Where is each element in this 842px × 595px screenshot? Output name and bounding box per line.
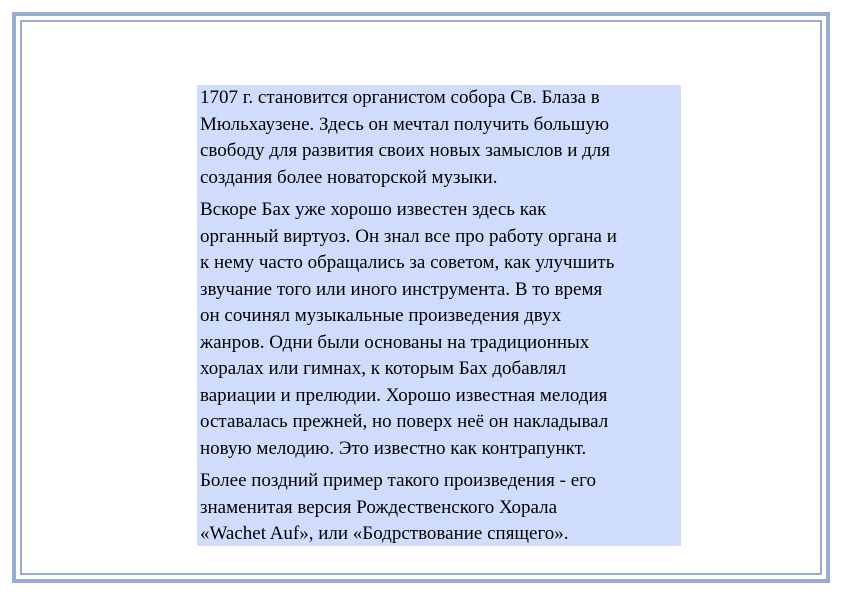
paragraph-3: Более поздний пример такого произведения - его знаменитая версия Рождественского Хорала «Wachet Auf», или «Бодрствование спящего».	[200, 470, 596, 544]
text-block	[197, 85, 681, 546]
paragraph-1: 1707 г. становится органистом собора Св. Блаза в Мюльхаузене. Здесь он мечтал получить большую свободу для развития своих новых замыслов и для создания более новаторской музыки.	[200, 87, 611, 188]
paragraph-2: Вскоре Бах уже хорошо известен здесь как органный виртуоз. Он знал все про работу органа и к нему часто обращались за советом, как улучшить звучание того или иного инструмента. В то время он сочинял музыкальные произведения двух жанров. Одни были основаны на традиционных хоралах или гимнах, к которым Бах добавлял вариации и прелюдии. Хорошо известная мелодия оставалась прежней, но поверх неё он накладывал новую мелодию. Это известно как контрапункт.	[200, 199, 617, 459]
